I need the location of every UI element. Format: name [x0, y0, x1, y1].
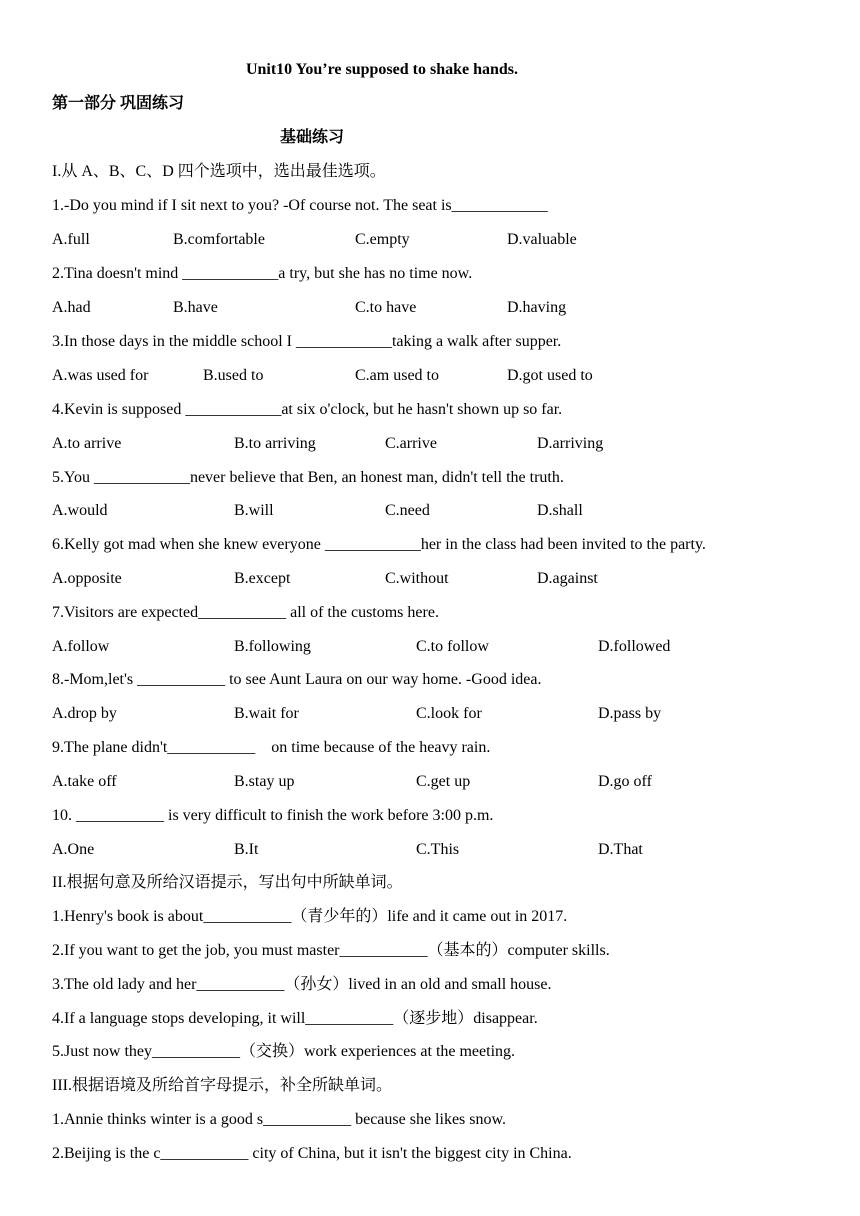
question-3: 3.In those days in the middle school I ____________taking a walk after supper.	[52, 333, 562, 350]
q7-option-a: A.follow	[52, 638, 110, 655]
q3-option-d: D.got used to	[507, 367, 593, 384]
q2-option-c: C.to have	[355, 299, 417, 316]
q1-option-c: C.empty	[355, 231, 410, 248]
q9-option-b: B.stay up	[234, 773, 295, 790]
q5-option-b: B.will	[234, 502, 274, 519]
sub-title: 基础练习	[279, 129, 344, 146]
section-3-item-2: 2.Beijing is the c___________ city of China, but it isn't the biggest city in China.	[52, 1145, 572, 1162]
question-6: 6.Kelly got mad when she knew everyone ____________her in the class had been invited to the party.	[52, 536, 706, 553]
q3-option-c: C.am used to	[355, 367, 439, 384]
q5-option-a: A.would	[52, 502, 108, 519]
q6-option-d: D.against	[537, 570, 598, 587]
q1-option-a: A.full	[52, 231, 90, 248]
q2-option-d: D.having	[507, 299, 567, 316]
q6-option-b: B.except	[234, 570, 291, 587]
question-2: 2.Tina doesn't mind ____________a try, but she has no time now.	[52, 265, 473, 282]
q10-option-b: B.It	[234, 841, 259, 858]
section-2-item-1: 1.Henry's book is about___________（青少年的）life and it came out in 2017.	[52, 908, 568, 925]
q9-option-c: C.get up	[416, 773, 471, 790]
q1-option-d: D.valuable	[507, 231, 577, 248]
question-9: 9.The plane didn't___________ on time because of the heavy rain.	[52, 739, 491, 756]
q8-option-b: B.wait for	[234, 705, 299, 722]
q8-option-d: D.pass by	[598, 705, 662, 722]
question-7: 7.Visitors are expected___________ all of the customs here.	[52, 604, 439, 621]
q5-option-d: D.shall	[537, 502, 583, 519]
q4-option-b: B.to arriving	[234, 435, 316, 452]
question-8: 8.-Mom,let's ___________ to see Aunt Laura on our way home. -Good idea.	[52, 671, 542, 688]
section-2-item-3: 3.The old lady and her___________（孙女）lived in an old and small house.	[52, 976, 552, 993]
q4-option-d: D.arriving	[537, 435, 604, 452]
section-3-item-1: 1.Annie thinks winter is a good s___________ because she likes snow.	[52, 1111, 507, 1128]
question-10: 10. ___________ is very difficult to finish the work before 3:00 p.m.	[52, 807, 494, 824]
section-2-item-4: 4.If a language stops developing, it will___________（逐步地）disappear.	[52, 1010, 538, 1027]
section-3-heading: III.根据语境及所给首字母提示，补全所缺单词。	[52, 1077, 392, 1094]
q4-option-c: C.arrive	[385, 435, 437, 452]
q9-option-d: D.go off	[598, 773, 652, 790]
question-4: 4.Kevin is supposed ____________at six o'clock, but he hasn't shown up so far.	[52, 401, 563, 418]
question-1: 1.-Do you mind if I sit next to you? -Of course not. The seat is____________	[52, 197, 548, 214]
q3-option-a: A.was used for	[52, 367, 149, 384]
q3-option-b: B.used to	[203, 367, 264, 384]
q7-option-b: B.following	[234, 638, 311, 655]
q10-option-d: D.That	[598, 841, 643, 858]
section-1-heading: I.从 A、B、C、D 四个选项中，选出最佳选项。	[52, 163, 386, 180]
q8-option-c: C.look for	[416, 705, 482, 722]
q2-option-b: B.have	[173, 299, 218, 316]
q7-option-c: C.to follow	[416, 638, 489, 655]
section-2-item-2: 2.If you want to get the job, you must master___________（基本的）computer skills.	[52, 942, 610, 959]
q4-option-a: A.to arrive	[52, 435, 122, 452]
q6-option-a: A.opposite	[52, 570, 122, 587]
q2-option-a: A.had	[52, 299, 91, 316]
document-title: Unit10 You’re supposed to shake hands.	[245, 61, 519, 78]
q10-option-c: C.This	[416, 841, 460, 858]
q9-option-a: A.take off	[52, 773, 117, 790]
part-title: 第一部分 巩固练习	[52, 95, 185, 112]
q5-option-c: C.need	[385, 502, 430, 519]
q8-option-a: A.drop by	[52, 705, 117, 722]
question-5: 5.You ____________never believe that Ben, an honest man, didn't tell the truth.	[52, 469, 564, 486]
q1-option-b: B.comfortable	[173, 231, 265, 248]
q10-option-a: A.One	[52, 841, 95, 858]
q6-option-c: C.without	[385, 570, 449, 587]
section-2-item-5: 5.Just now they___________（交换）work experiences at the meeting.	[52, 1043, 516, 1060]
section-2-heading: II.根据句意及所给汉语提示，写出句中所缺单词。	[52, 874, 403, 891]
q7-option-d: D.followed	[598, 638, 671, 655]
